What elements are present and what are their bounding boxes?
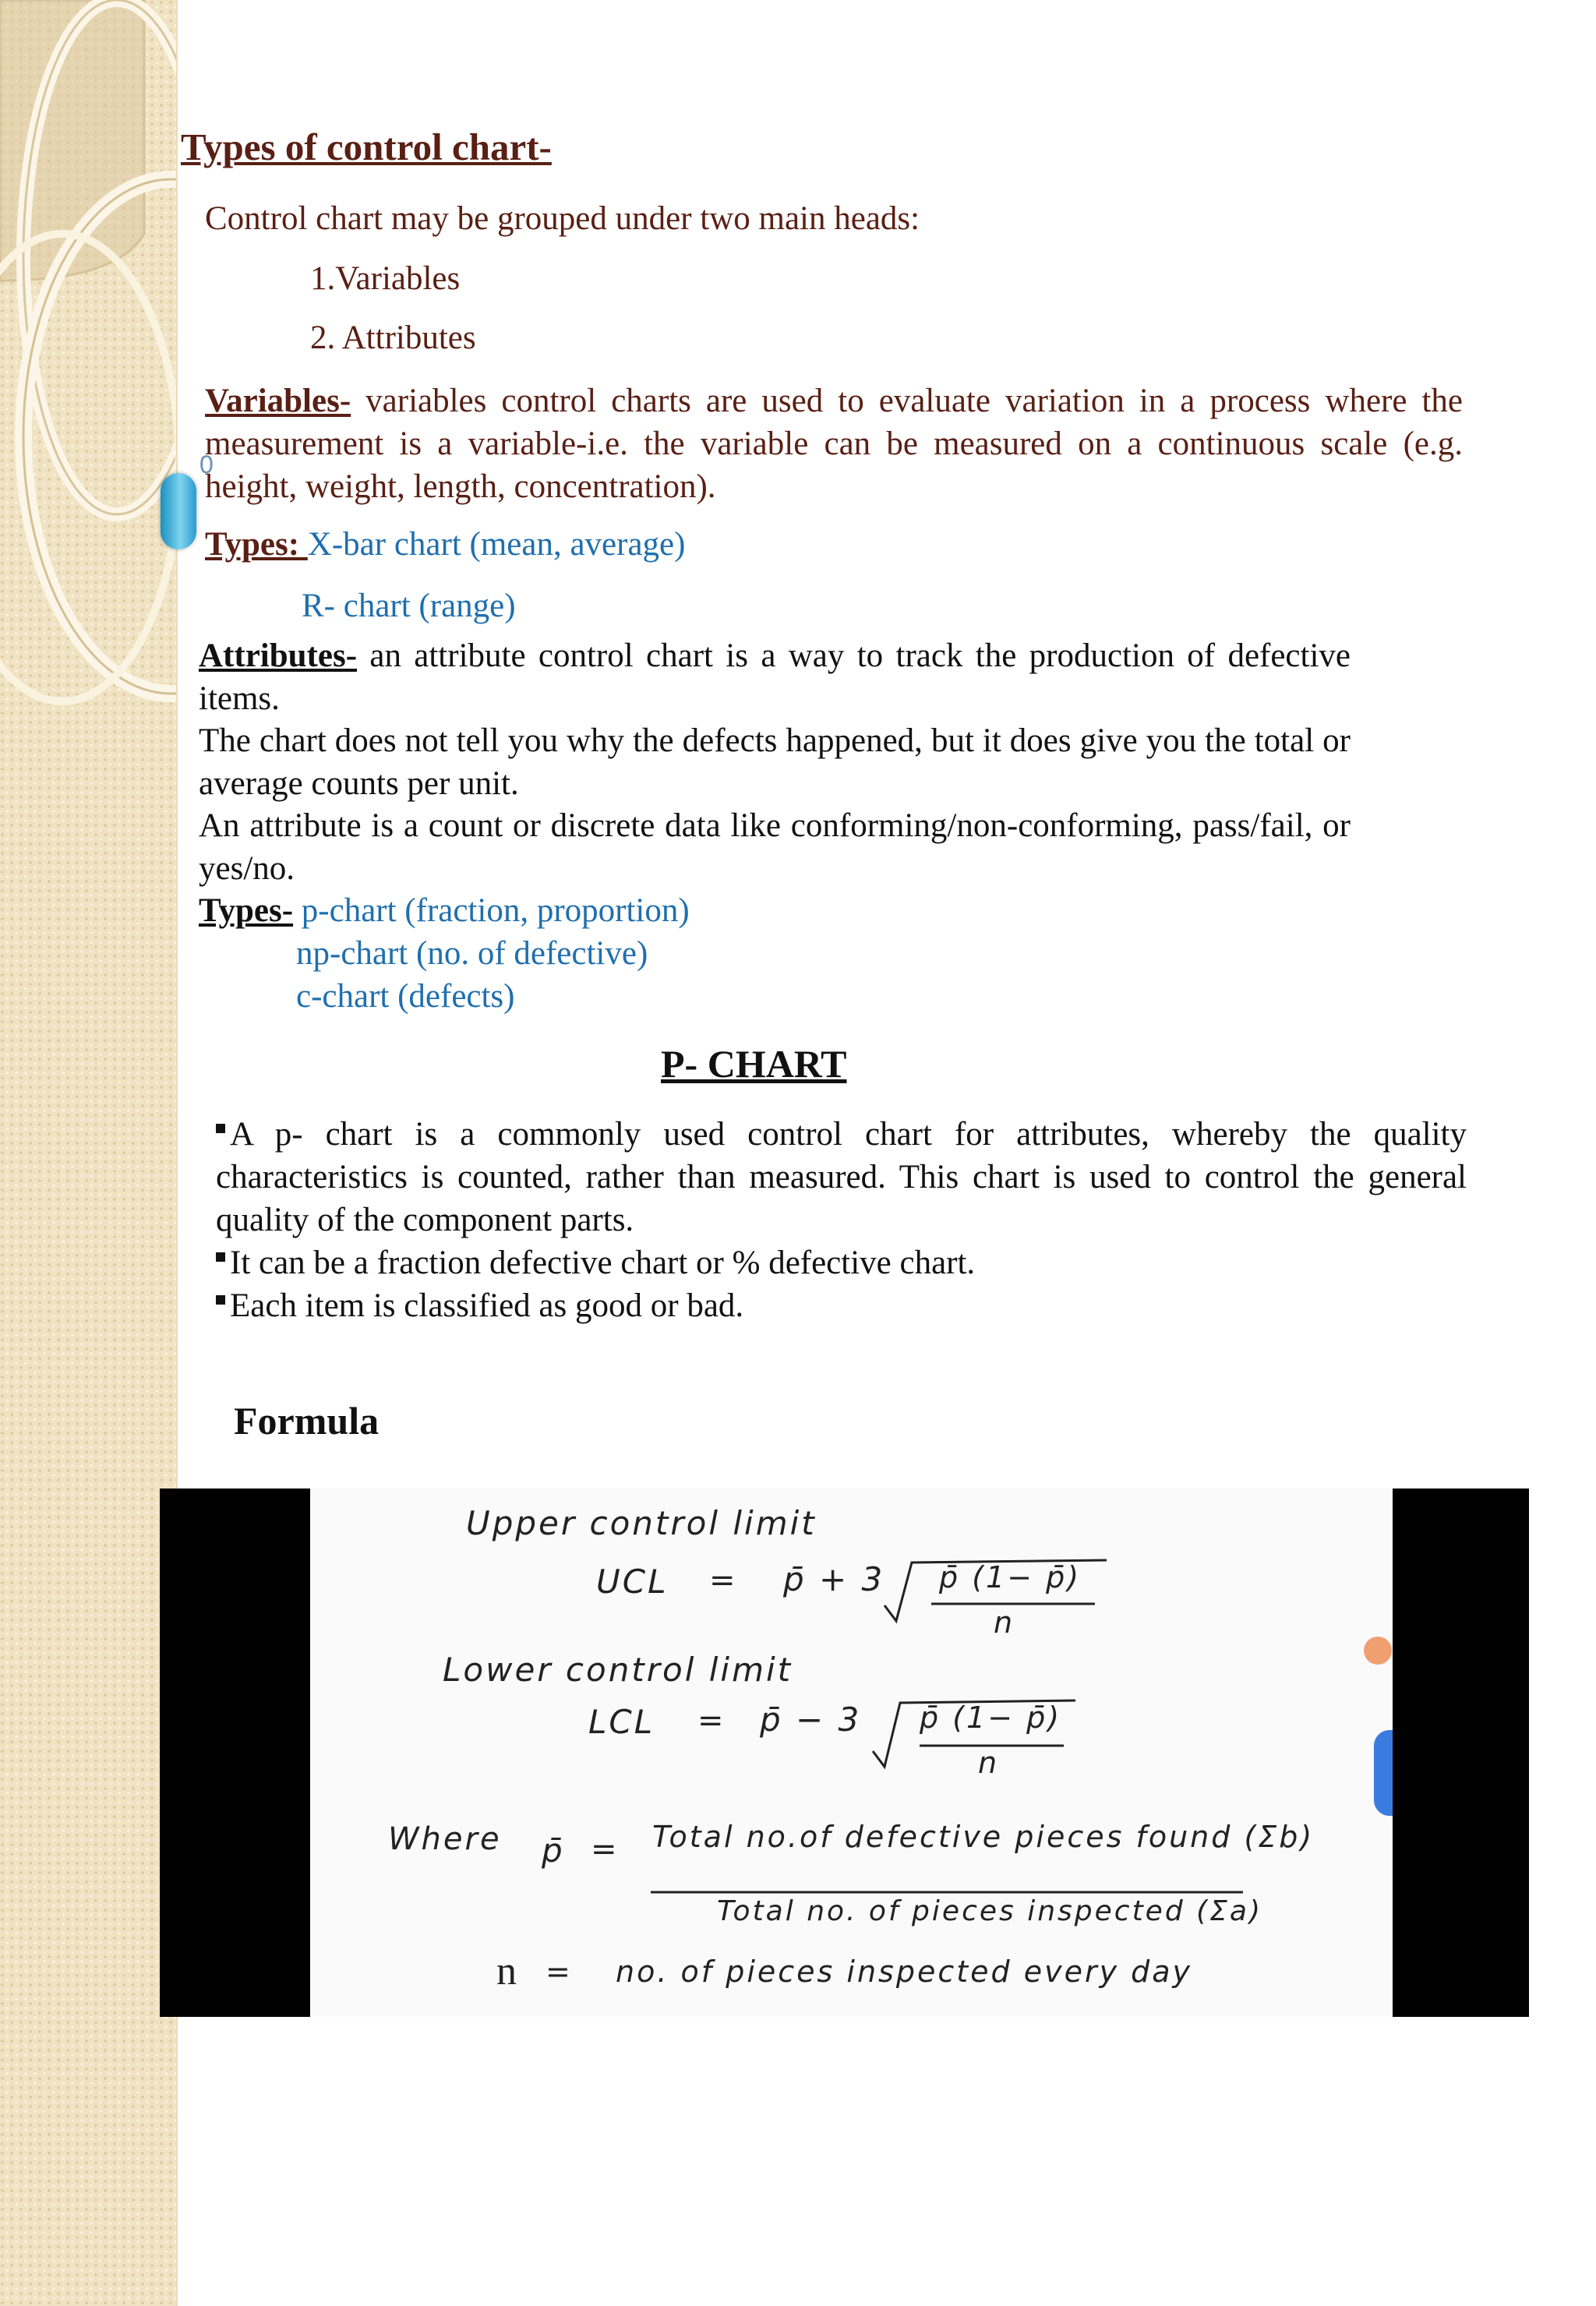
lcl-lhs: LCL — [588, 1703, 655, 1741]
attributes-type-c: c-chart (defects) — [296, 978, 515, 1015]
pchart-bullet-2 — [216, 1241, 1467, 1284]
variables-type-r: R- chart (range) — [302, 588, 516, 624]
attributes-paragraph-2: The chart does not tell you why the defects happened, but it does give you the total or average counts per unit. — [199, 722, 1351, 802]
n-eq: = — [546, 1955, 573, 1989]
lcl-title: Lower control limit — [443, 1651, 793, 1689]
formula-label: Formula — [234, 1399, 380, 1443]
formula-image — [160, 1488, 1529, 2017]
attributes-text-1: an attribute control chart is a way to track the production of defective items. — [199, 637, 1351, 717]
intro-text: Control chart may be grouped under two main heads: — [205, 200, 920, 237]
attributes-paragraph-3: An attribute is a count or discrete data like conforming/non-conforming, pass/fail, or yes/no. — [199, 807, 1351, 887]
pbar-symbol: p̄ — [542, 1831, 565, 1870]
head-variables: 1.Variables — [310, 260, 461, 297]
pchart-bullet-3 — [216, 1284, 1467, 1327]
variables-types-line — [205, 523, 685, 566]
n-symbol: n — [496, 1949, 519, 1993]
variables-types-label: Types: — [205, 526, 308, 563]
bullet-square-icon — [216, 1252, 225, 1262]
variables-paragraph — [205, 380, 1463, 508]
attributes-types-line — [199, 889, 690, 932]
pchart-bullet-2-text: It can be a fraction defective chart or % defective chart. — [230, 1245, 976, 1281]
lcl-rhs: p̄ − 3 — [760, 1700, 862, 1739]
attributes-type-p: p-chart (fraction, proportion) — [301, 892, 690, 929]
lcl-eq: = — [697, 1703, 726, 1739]
variables-label: Variables- — [205, 383, 351, 419]
ucl-root-numerator: p̄ (1− p̄) — [939, 1560, 1082, 1594]
pbar-numerator: Total no.of defective pieces found (Σb) — [652, 1820, 1315, 1854]
pchart-bullet-1 — [216, 1113, 1467, 1241]
pchart-bullet-3-text: Each item is classified as good or bad. — [230, 1287, 744, 1324]
where-label: Where — [388, 1821, 502, 1857]
pchart-heading: P- CHART — [661, 1042, 847, 1086]
n-definition: no. of pieces inspected every day — [616, 1955, 1193, 1989]
lcl-root-numerator: p̄ (1− p̄) — [920, 1700, 1062, 1735]
variables-text: variables control charts are used to evaluate variation in a process where the measurement is a variable-i.e. the variable can be measured on a continuous scale (e.g. height, weight, length, concentration). — [205, 383, 1463, 505]
ucl-eq: = — [709, 1563, 738, 1598]
attributes-paragraph-1 — [199, 634, 1351, 720]
ucl-root-denominator: n — [994, 1605, 1015, 1640]
ucl-lhs: UCL — [596, 1563, 669, 1601]
variables-type-xbar: X-bar chart (mean, average) — [307, 526, 686, 563]
head-attributes: 2. Attributes — [310, 320, 476, 356]
page-title: Types of control chart- — [181, 125, 552, 168]
pbar-denominator: Total no. of pieces inspected (Σa) — [717, 1895, 1263, 1927]
ucl-title: Upper control limit — [466, 1504, 817, 1542]
attributes-type-np: np-chart (no. of defective) — [296, 935, 648, 972]
bullet-square-icon — [216, 1124, 225, 1133]
ucl-rhs: p̄ + 3 — [783, 1560, 885, 1598]
attributes-types-label: Types- — [199, 892, 294, 929]
bullet-square-icon — [216, 1295, 225, 1305]
pchart-bullets — [216, 1113, 1467, 1327]
attributes-label: Attributes- — [199, 637, 358, 674]
pchart-bullet-1-text: A p- chart is a commonly used control chart for attributes, whereby the quality characteristics is counted, rather than measured. This chart is used to control the general quality of the component parts. — [216, 1116, 1467, 1238]
knob-digit: 0 — [200, 450, 214, 479]
lcl-root-denominator: n — [978, 1746, 1000, 1780]
pbar-eq: = — [591, 1831, 620, 1867]
